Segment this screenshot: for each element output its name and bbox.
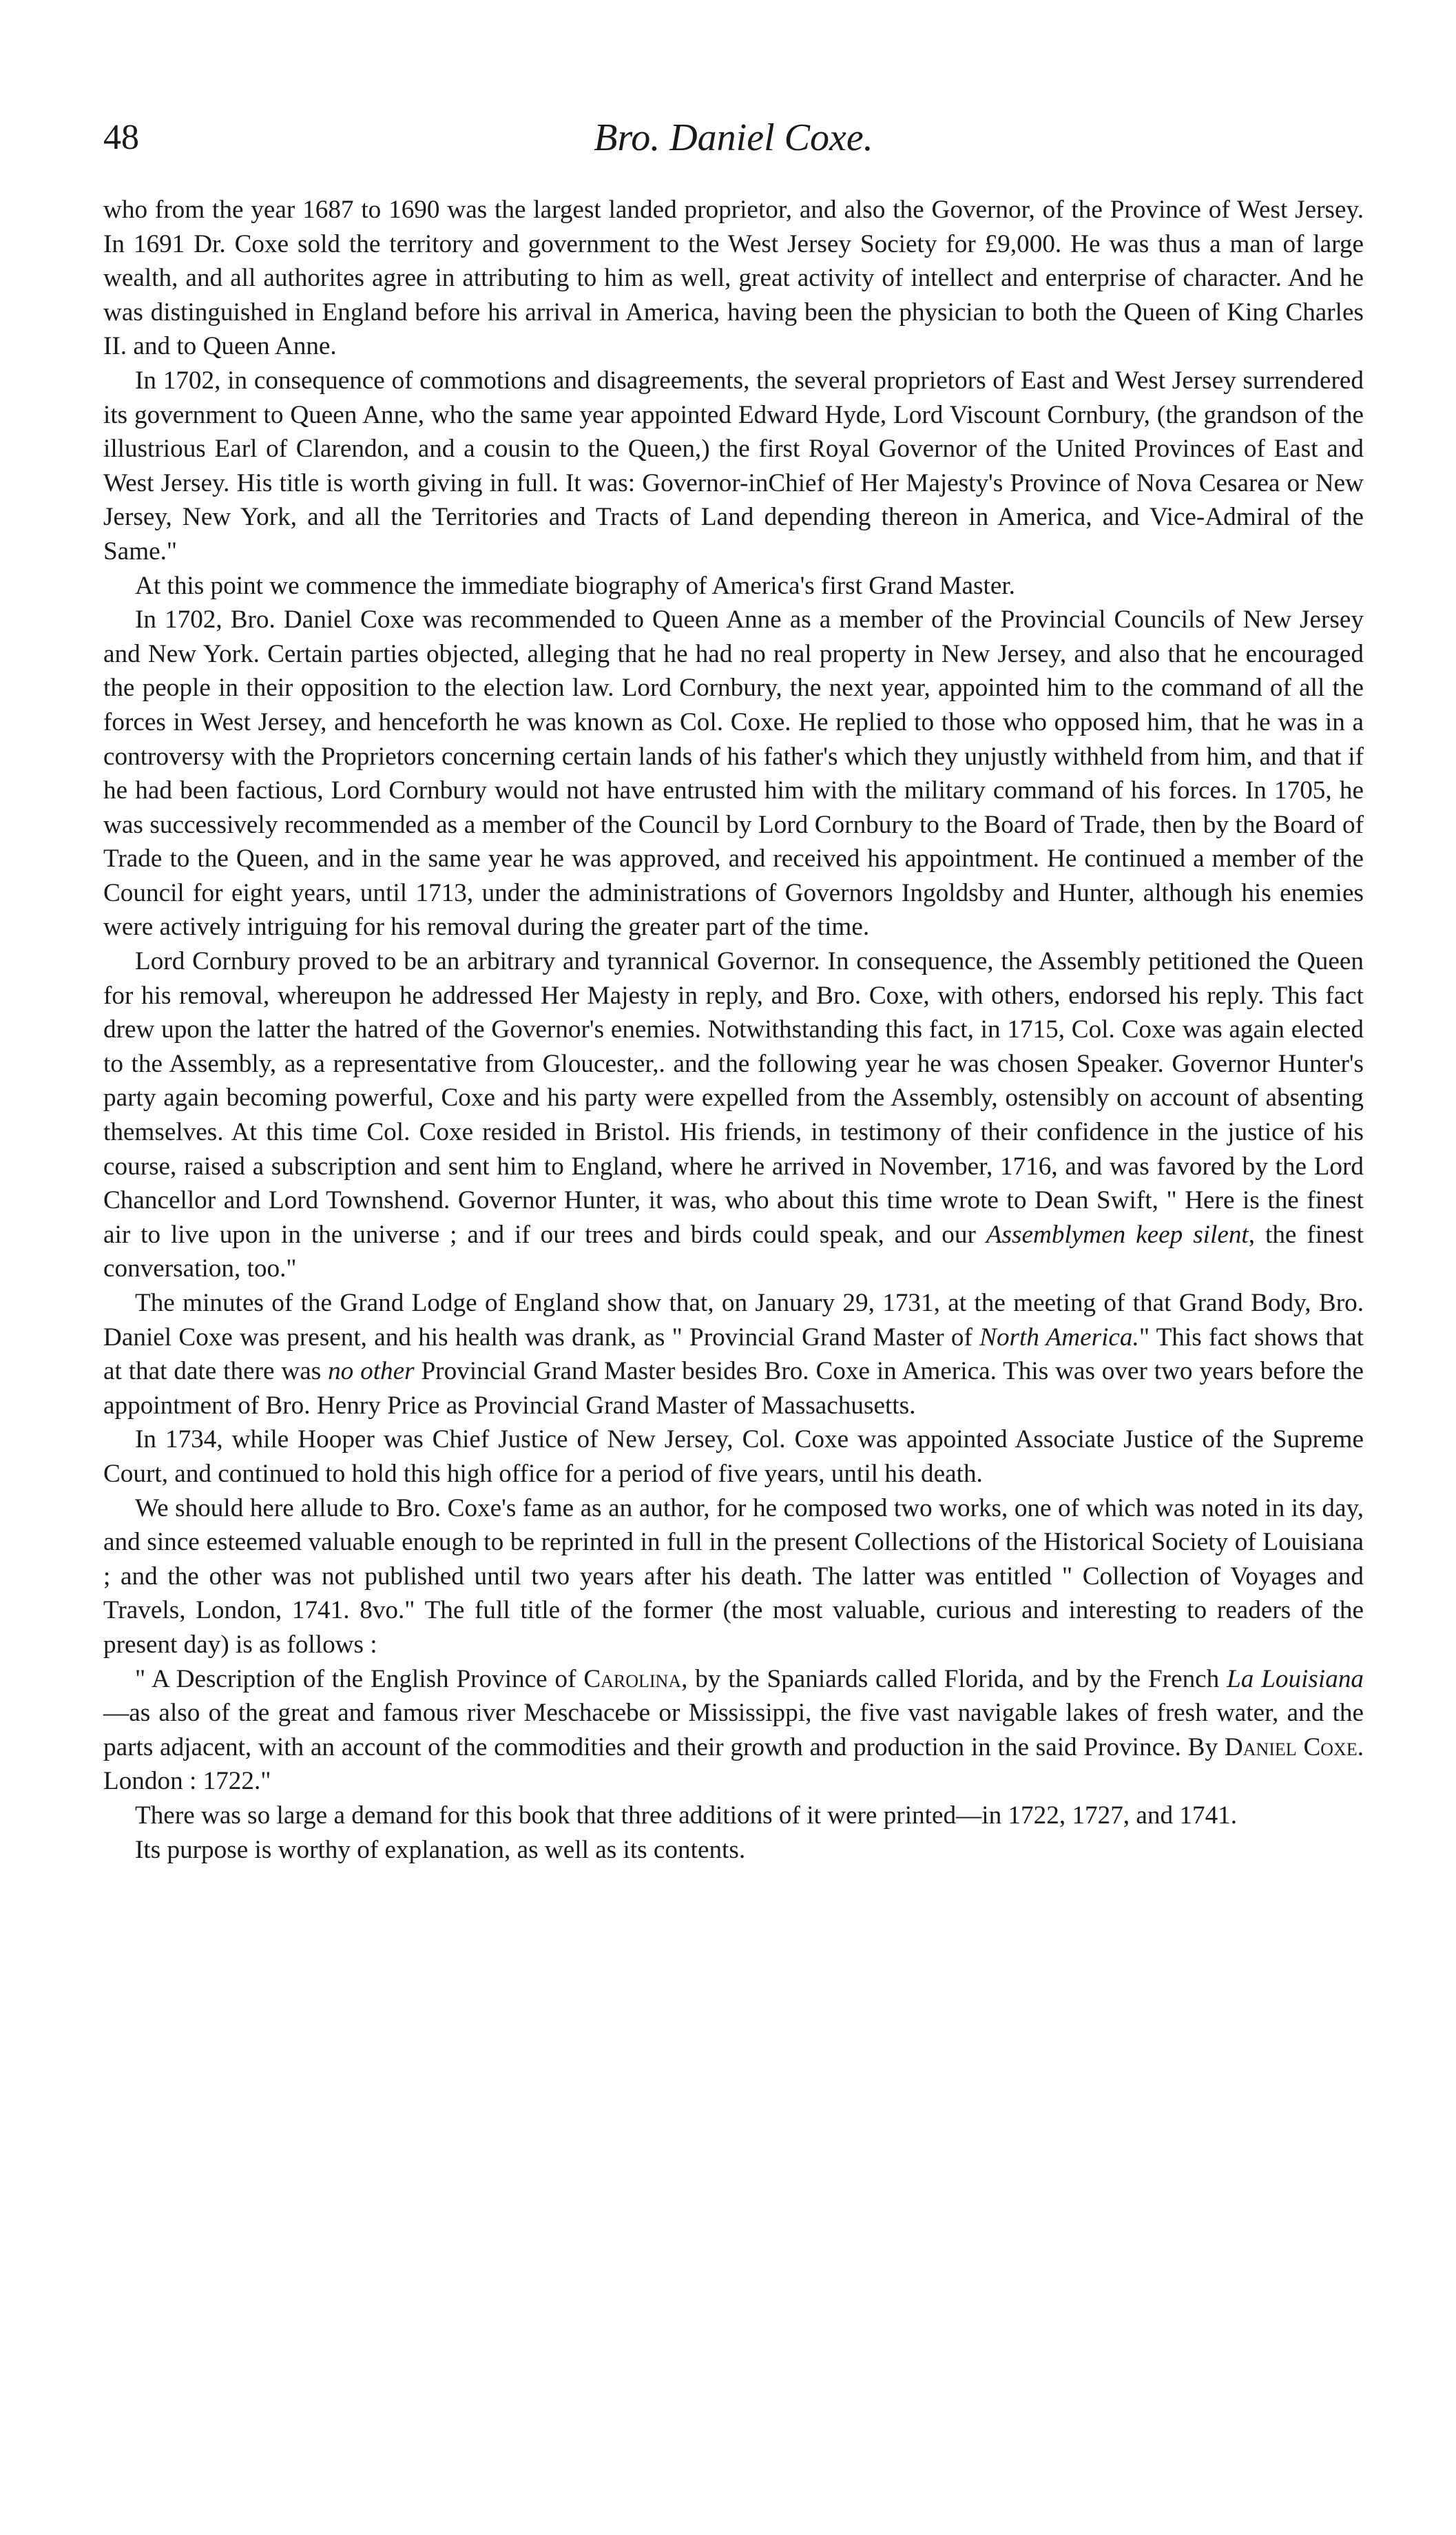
paragraph-biography-intro: At this point we commence the immediate biography of America's first Grand Master. [135, 571, 1015, 600]
paragraph-cornbury-tyranny: Lord Cornbury proved to be an arbitrary and tyrannical Governor. In consequence, the Assembly petitioned the Queen for his removal, whereupon he addressed Her Majesty in reply, and Bro. Coxe, with others, endorsed his reply. This fact drew upon the latter the hatred of the Governor's enemies. Notwithstanding this fact, in 1715, Col. Coxe was again elected to the Assembly, as a representative from Gloucester,. and the following year he was chosen Speaker. Governor Hunter's party again becoming powerful, Coxe and his party were expelled from the Assembly, ostensibly on account of absenting themselves. At this time Col. Coxe resided in Bristol. His friends, in testimony of their confidence in the justice of his course, raised a subscription and sent him to England, where he arrived in November, 1716, and was favored by the Lord Chancellor and Lord Townshend. Governor Hunter, it was, who about this time wrote to Dean Swift, " Here is the finest air to live upon in the universe ; and if our trees and birds could speak, and our Assemblymen keep silent, the finest conversation, too." [103, 947, 1364, 1283]
paragraph-council-career: In 1702, Bro. Daniel Coxe was recommended to Queen Anne as a member of the Provincial Councils of New Jersey and New York. Certain parties objected, alleging that he had no real property in New Jersey, and also that he encouraged the people in their opposition to the election law. Lord Cornbury, the next year, appointed him to the command of all the forces in West Jersey, and henceforth he was known as Col. Coxe. He replied to those who opposed him, that he was in a controversy with the Proprietors concerning certain lands of his father's which they unjustly withheld from him, and that if he had been factious, Lord Cornbury would not have entrusted him with the military command of his forces. In 1705, he was successively recommended as a member of the Council by Lord Cornbury to the Board of Trade, then by the Board of Trade to the Queen, and in the same year he was approved, and received his appointment. He continued a member of the Council for eight years, until 1713, under the administrations of Governors Ingoldsby and Hunter, although his enemies were actively intriguing for his removal during the greater part of the time. [103, 606, 1364, 942]
running-head [103, 103, 1364, 165]
paragraph-editions: There was so large a demand for this book that three additions of it were printed—in 1722, 1727, and 1741. [135, 1801, 1238, 1830]
paragraph-grand-lodge-minutes: The minutes of the Grand Lodge of England show that, on January 29, 1731, at the meeting of that Grand Body, Bro. Daniel Coxe was present, and his health was drank, as " Provincial Grand Master of North America." This fact shows that at that date there was no other Provincial Grand Master besides Bro. Coxe in America. This was over two years before the appointment of Bro. Henry Price as Provincial Grand Master of Massachusetts. [103, 1289, 1364, 1420]
running-title: Bro. Daniel Coxe. [594, 116, 873, 159]
page-number: 48 [103, 118, 139, 157]
paragraph-cornbury-appointment: In 1702, in consequence of commotions and disagreements, the several proprietors of East and West Jersey surrendered its government to Queen Anne, who the same year appointed Edward Hyde, Lord Viscount Cornbury, (the grandson of the illustrious Earl of Clarendon, and a cousin to the Queen,) the first Royal Governor of the United Provinces of East and West Jersey. His title is worth giving in full. It was: Governor-inChief of Her Majesty's Province of Nova Cesarea or New Jersey, New York, and all the Territories and Tracts of Land depending thereon in America, and Vice-Admiral of the Same." [103, 366, 1364, 566]
body-text [103, 193, 1364, 1867]
paragraph-purpose: Its purpose is worthy of explanation, as well as its contents. [135, 1835, 746, 1864]
paragraph-book-title-quote: " A Description of the English Province of Carolina, by the Spaniards called Florida, and by the French La Louisiana—as also of the great and famous river Meschacebe or Mississippi, the five vast navigable lakes of fresh water, and the parts adjacent, with an account of the commodities and their growth and production in the said Province. By Daniel Coxe. London : 1722." [103, 1664, 1364, 1796]
paragraph-author-fame: We should here allude to Bro. Coxe's fame as an author, for he composed two works, one of which was noted in its day, and since esteemed valuable enough to be reprinted in full in the present Collections of the Historical Society of Louisiana ; and the other was not published until two years after his death. The latter was entitled " Collection of Voyages and Travels, London, 1741. 8vo." The full title of the former (the most valuable, curious and interesting to readers of the present day) is as follows : [103, 1493, 1364, 1659]
book-page [103, 103, 1364, 1867]
paragraph-supreme-court: In 1734, while Hooper was Chief Justice of New Jersey, Col. Coxe was appointed Associate Justice of the Supreme Court, and continued to hold this high office for a period of five years, until his death. [103, 1425, 1364, 1488]
paragraph-coxe-proprietor: who from the year 1687 to 1690 was the largest landed proprietor, and also the Governor, of the Province of West Jersey. In 1691 Dr. Coxe sold the territory and government to the West Jersey Society for £9,000. He was thus a man of large wealth, and all authorites agree in attributing to him as well, great activity of intellect and enterprise of character. And he was distinguished in England before his arrival in America, having been the physician to both the Queen of King Charles II. and to Queen Anne. [103, 196, 1364, 361]
